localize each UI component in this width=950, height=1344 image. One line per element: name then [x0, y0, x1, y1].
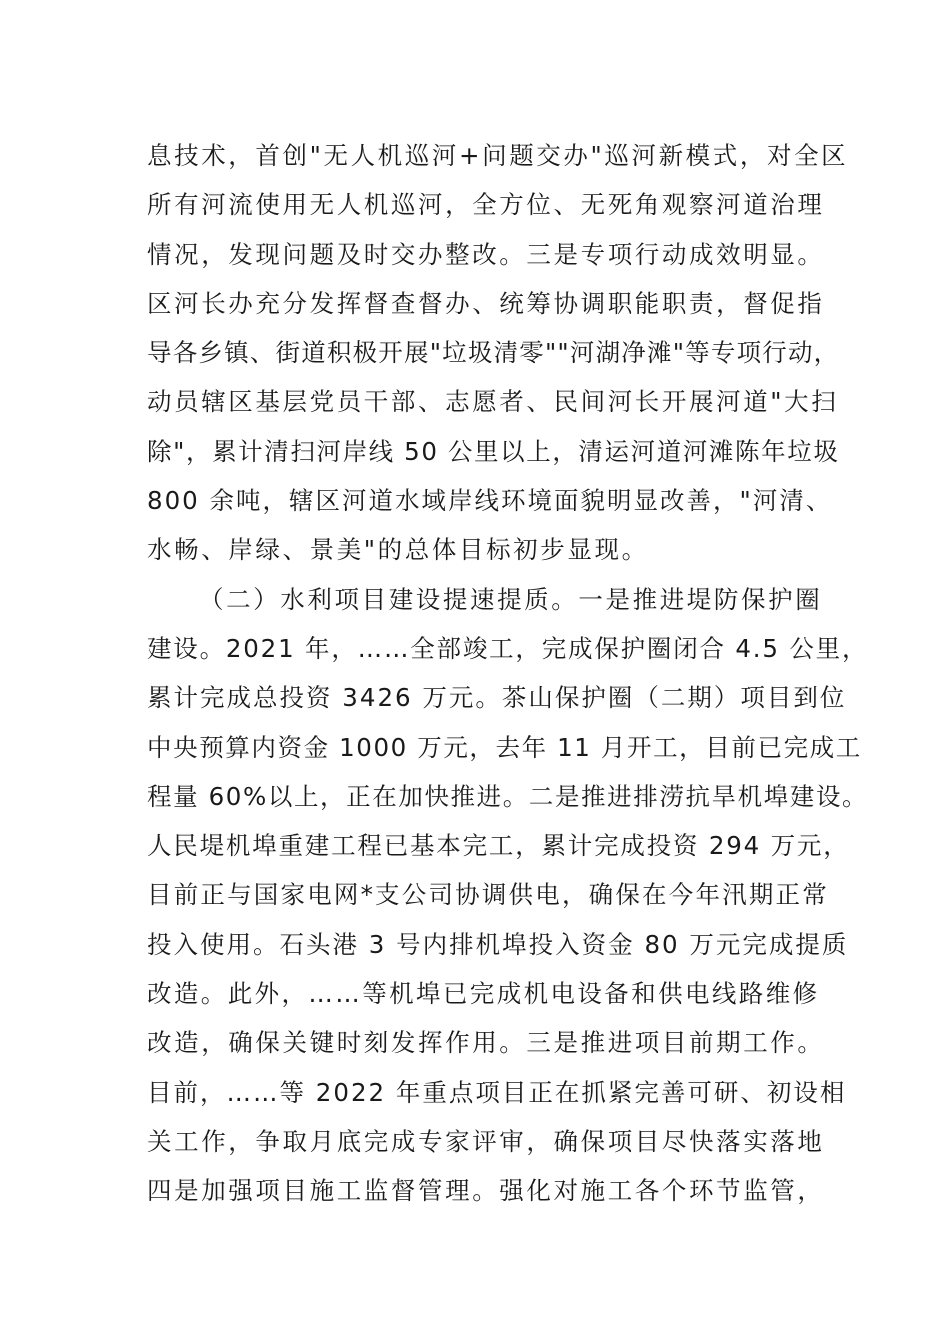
text-line: 程量 60%以上，正在加快推进。二是推进排涝抗旱机埠建设。	[147, 781, 869, 811]
text-line: 目前正与国家电网*支公司协调供电，确保在今年汛期正常	[147, 880, 829, 910]
text-line: 人民堤机埠重建工程已基本完工，累计完成投资 294 万元，	[147, 831, 850, 861]
text-line: 800 余吨，辖区河道水域岸线环境面貌明显改善，"河清、	[147, 486, 833, 516]
section-heading-line: （二）水利项目建设提速提质。一是推进堤防保护圈	[199, 584, 823, 614]
body-text	[147, 131, 869, 1216]
text-line: 情况，发现问题及时交办整改。三是专项行动成效明显。	[147, 239, 825, 269]
text-line: 所有河流使用无人机巡河，全方位、无死角观察河道治理	[147, 190, 825, 220]
text-line: 区河长办充分发挥督查督办、统筹协调职能职责，督促指	[147, 288, 825, 318]
text-line: 水畅、岸绿、景美"的总体目标初步显现。	[147, 535, 649, 565]
text-line: 关工作，争取月底完成专家评审，确保项目尽快落实落地	[147, 1126, 825, 1156]
text-line: 改造，确保关键时刻发挥作用。三是推进项目前期工作。	[147, 1028, 825, 1058]
text-line: 除"，累计清扫河岸线 50 公里以上，清运河道河滩陈年垃圾	[147, 436, 840, 466]
text-line: 导各乡镇、街道积极开展"垃圾清零""河湖净滩"等专项行动，	[147, 338, 840, 368]
text-line: 投入使用。石头港 3 号内排机埠投入资金 80 万元完成提质	[147, 929, 849, 959]
text-line: 目前，……等 2022 年重点项目正在抓紧完善可研、初设相	[147, 1077, 847, 1107]
text-line: 动员辖区基层党员干部、志愿者、民间河长开展河道"大扫	[147, 387, 839, 417]
text-line: 累计完成总投资 3426 万元。茶山保护圈（二期）项目到位	[147, 683, 847, 713]
text-line: 建设。2021 年，……全部竣工，完成保护圈闭合 4.5 公里，	[147, 633, 869, 663]
text-line: 中央预算内资金 1000 万元，去年 11 月开工，目前已完成工	[147, 732, 862, 762]
text-line: 四是加强项目施工监督管理。强化对施工各个环节监管，	[147, 1176, 825, 1206]
text-line: 改造。此外，……等机埠已完成机电设备和供电线路维修	[147, 979, 820, 1009]
text-line: 息技术，首创"无人机巡河+问题交办"巡河新模式，对全区	[147, 141, 849, 170]
